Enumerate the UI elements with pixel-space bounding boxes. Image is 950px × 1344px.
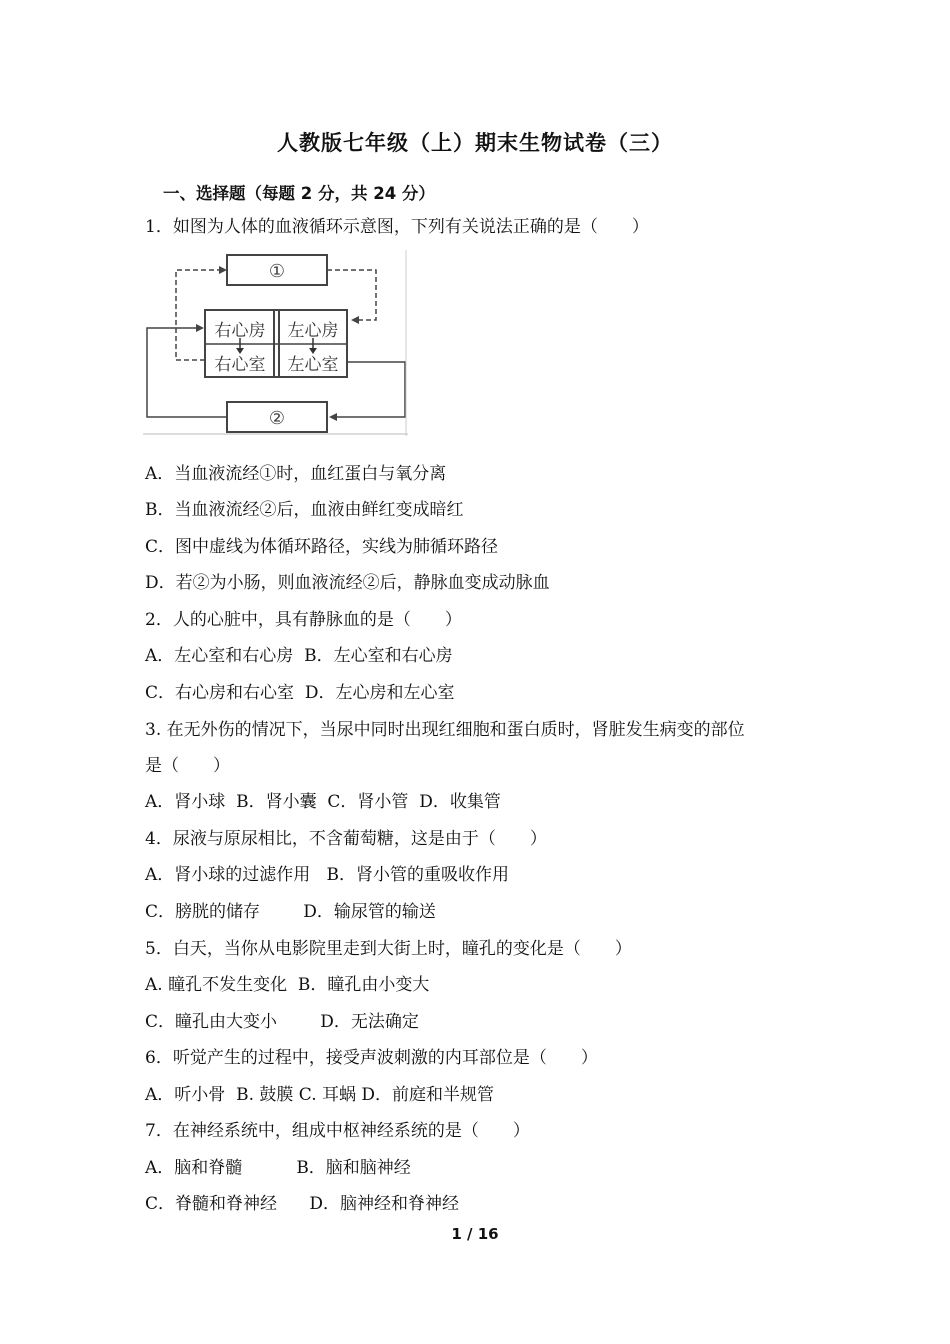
question-2: 2．人的心脏中，具有静脉血的是（ ）	[145, 610, 462, 630]
question-3-cont: 是（ ）	[145, 756, 230, 776]
right-atrium-label: 右心房	[214, 321, 266, 341]
section-heading: 一、选择题（每题 2 分，共 24 分）	[163, 184, 435, 203]
options-5cd: C．瞳孔由大变小 D．无法确定	[145, 1012, 419, 1032]
blood-circulation-diagram	[143, 250, 408, 436]
left-ventricle-label: 左心室	[287, 355, 339, 375]
option-1a: A．当血液流经①时，血红蛋白与氧分离	[145, 464, 447, 484]
question-6: 6．听觉产生的过程中，接受声波刺激的内耳部位是（ ）	[145, 1048, 598, 1068]
options-7ab: A．脑和脊髓 B．脑和脑神经	[145, 1158, 411, 1178]
options-2ab: A．左心室和右心房 B．左心室和右心房	[145, 646, 453, 666]
question-3: 3. 在无外伤的情况下，当尿中同时出现红细胞和蛋白质时，肾脏发生病变的部位	[145, 720, 745, 740]
option-1c: C．图中虚线为体循环路径，实线为肺循环路径	[145, 537, 499, 557]
options-3: A．肾小球 B．肾小囊 C．肾小管 D．收集管	[145, 792, 501, 812]
option-1b: B．当血液流经②后，血液由鲜红变成暗红	[145, 500, 464, 520]
page-title: 人教版七年级（上）期末生物试卷（三）	[277, 131, 673, 155]
right-ventricle-label: 右心室	[214, 355, 266, 375]
options-7cd: C．脊髓和脊神经 D．脑神经和脊神经	[145, 1194, 460, 1214]
options-4cd: C．膀胱的储存 D．输尿管的输送	[145, 902, 436, 922]
options-5ab: A. 瞳孔不发生变化 B．瞳孔由小变大	[145, 975, 430, 995]
question-7: 7．在神经系统中，组成中枢神经系统的是（ ）	[145, 1121, 530, 1141]
box-1-label: ①	[268, 261, 286, 282]
box-2-label: ②	[268, 408, 286, 429]
page-number: 1 / 16	[451, 1225, 499, 1243]
question-1: 1．如图为人体的血液循环示意图，下列有关说法正确的是（ ）	[145, 217, 649, 237]
options-4ab: A．肾小球的过滤作用 B．肾小管的重吸收作用	[145, 865, 509, 885]
question-5: 5．白天，当你从电影院里走到大街上时，瞳孔的变化是（ ）	[145, 939, 632, 959]
question-4: 4．尿液与原尿相比，不含葡萄糖，这是由于（ ）	[145, 829, 547, 849]
option-1d: D．若②为小肠，则血液流经②后，静脉血变成动脉血	[145, 573, 550, 593]
left-atrium-label: 左心房	[287, 321, 339, 341]
options-2cd: C．右心房和右心室 D．左心房和左心室	[145, 683, 455, 703]
options-6: A．听小骨 B. 鼓膜 C. 耳蜗 D．前庭和半规管	[145, 1085, 495, 1105]
